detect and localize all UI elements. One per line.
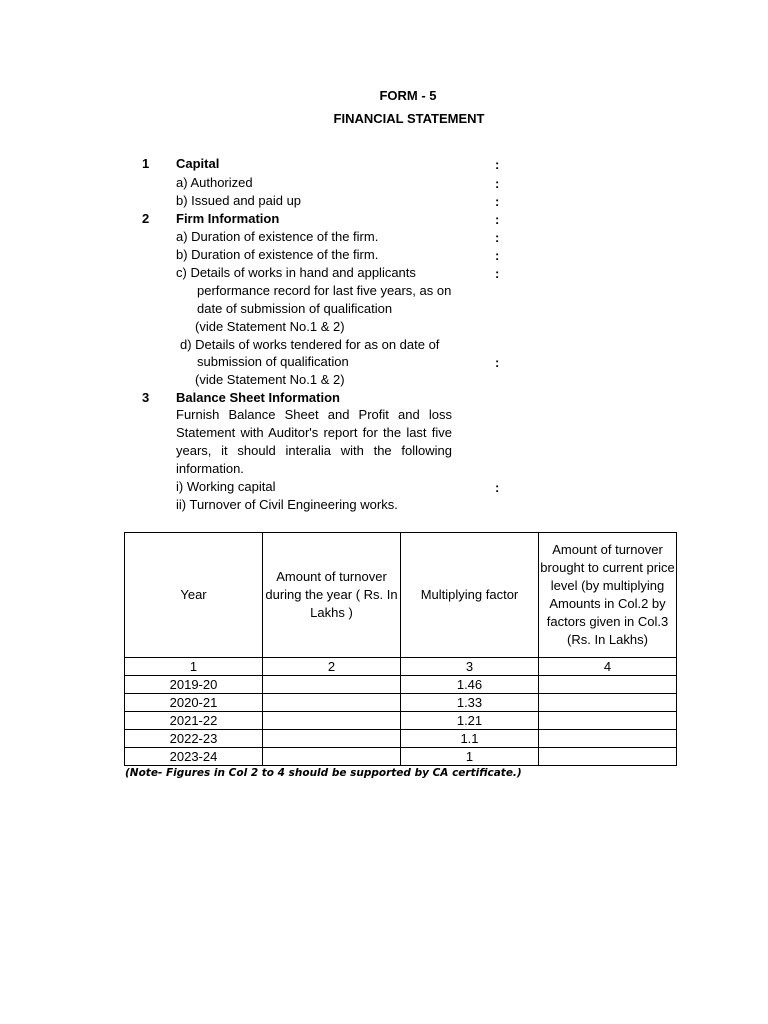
current-level-cell (539, 712, 677, 730)
col-number: 1 (125, 658, 263, 676)
section-2-number: 2 (142, 211, 150, 226)
firm-info-c-line: performance record for last five years, as on (197, 283, 452, 298)
section-2-heading: Firm Information (176, 211, 280, 226)
amount-cell (263, 676, 401, 694)
amount-cell (263, 694, 401, 712)
colon: : (495, 157, 500, 172)
firm-info-d-line: d) Details of works tendered for as on date of (180, 337, 440, 352)
table-row (125, 730, 677, 748)
table-note: (Note- Figures in Col 2 to 4 should be supported by CA certificate.) (125, 767, 522, 779)
colon: : (495, 480, 500, 495)
current-level-cell (539, 730, 677, 748)
colon: : (495, 355, 500, 370)
section-1-number: 1 (142, 156, 150, 171)
amount-cell (263, 712, 401, 730)
firm-info-d-line: submission of qualification (197, 354, 349, 369)
table-row (125, 694, 677, 712)
current-level-cell (539, 676, 677, 694)
header-factor: Multiplying factor (401, 533, 539, 658)
table-row (125, 748, 677, 766)
column-number-row (125, 658, 677, 676)
col-number: 3 (401, 658, 539, 676)
section-3-heading: Balance Sheet Information (176, 390, 340, 405)
factor-cell: 1.1 (401, 730, 539, 748)
header-year: Year (125, 533, 263, 658)
year-cell: 2023-24 (125, 748, 263, 766)
col-number: 4 (539, 658, 677, 676)
firm-info-c-line: c) Details of works in hand and applicants (176, 265, 416, 280)
factor-cell: 1.33 (401, 694, 539, 712)
balance-sheet-paragraph: Furnish Balance Sheet and Profit and loss Statement with Auditor's report for the last five years, it should interalia with the following information. (176, 407, 452, 476)
colon: : (495, 230, 500, 245)
firm-info-d-line: (vide Statement No.1 & 2) (195, 372, 345, 387)
table-header-row (125, 533, 677, 658)
section-3-number: 3 (142, 390, 150, 405)
page-title: FINANCIAL STATEMENT (333, 111, 485, 126)
section-1-heading: Capital (176, 156, 220, 171)
colon: : (495, 212, 500, 227)
working-capital: i) Working capital (176, 479, 276, 494)
year-cell: 2020-21 (125, 694, 263, 712)
firm-info-c-line: (vide Statement No.1 & 2) (195, 319, 345, 334)
year-cell: 2022-23 (125, 730, 263, 748)
colon: : (495, 248, 500, 263)
amount-cell (263, 730, 401, 748)
col-number: 2 (263, 658, 401, 676)
colon: : (495, 266, 500, 281)
header-amount: Amount of turnover during the year ( Rs. In Lakhs ) (263, 533, 401, 658)
firm-info-a: a) Duration of existence of the firm. (176, 229, 379, 244)
colon: : (495, 194, 500, 209)
current-level-cell (539, 748, 677, 766)
firm-info-c-line: date of submission of qualification (197, 301, 393, 316)
table-row (125, 676, 677, 694)
table-row (125, 712, 677, 730)
turnover-table (124, 532, 677, 766)
capital-authorized: a) Authorized (176, 175, 253, 190)
year-cell: 2021-22 (125, 712, 263, 730)
factor-cell: 1.46 (401, 676, 539, 694)
amount-cell (263, 748, 401, 766)
capital-issued-paid: b) Issued and paid up (176, 193, 302, 208)
firm-info-b: b) Duration of existence of the firm. (176, 247, 379, 262)
year-cell: 2019-20 (125, 676, 263, 694)
factor-cell: 1.21 (401, 712, 539, 730)
colon: : (495, 176, 500, 191)
turnover-civil-works: ii) Turnover of Civil Engineering works. (176, 497, 398, 512)
current-level-cell (539, 694, 677, 712)
form-number: FORM - 5 (379, 88, 437, 103)
factor-cell: 1 (401, 748, 539, 766)
header-current-level: Amount of turnover brought to current price level (by multiplying Amounts in Col.2 by factors given in Col.3 (Rs. In Lakhs) (539, 533, 677, 658)
